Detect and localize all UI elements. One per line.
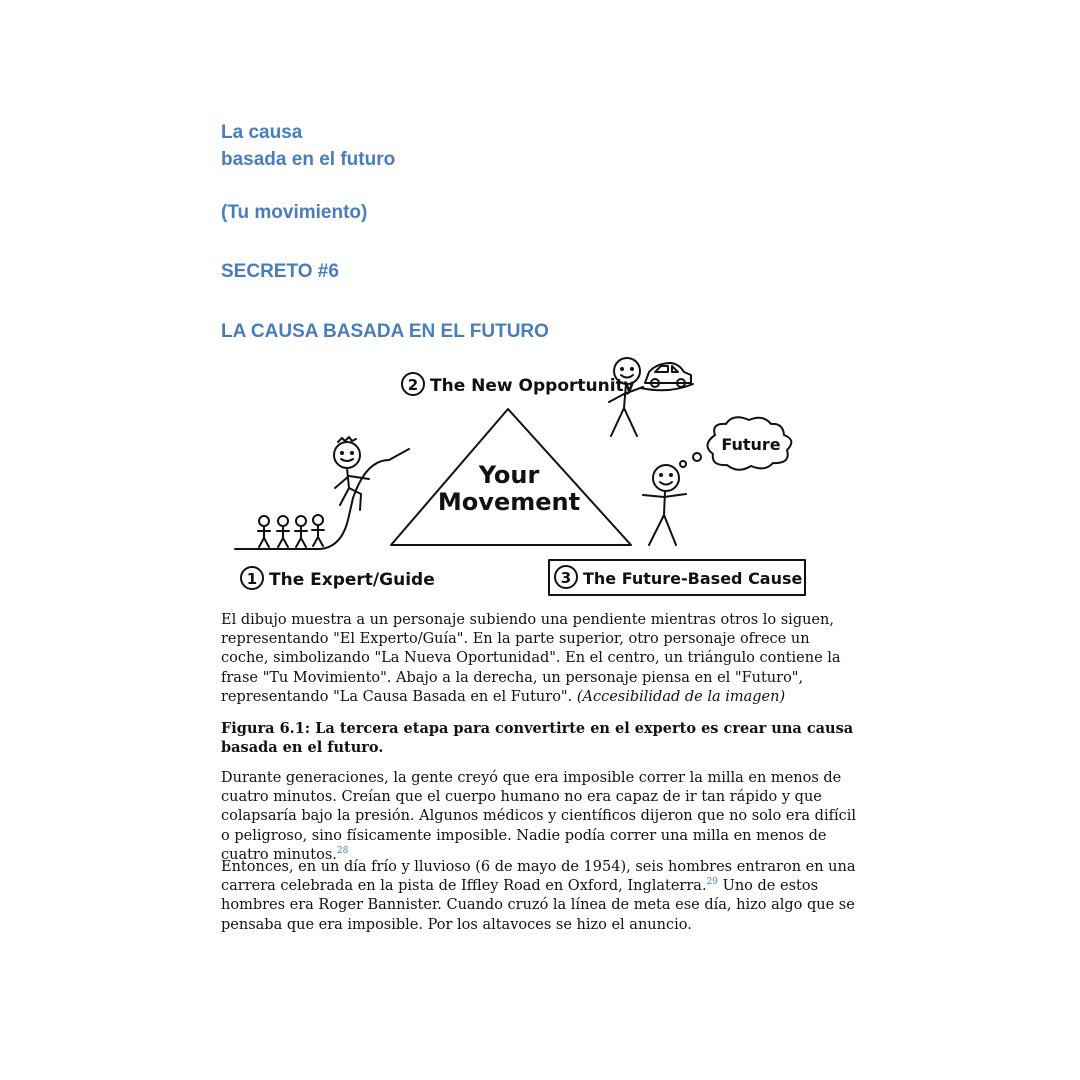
figure-description [221, 611, 861, 707]
chapter-subtitle: (Tu movimiento) [221, 202, 368, 223]
label-new-opportunity: The New Opportunity [430, 376, 635, 396]
paragraph-2-text-a: Entonces, en un día frío y lluvioso (6 de mayo de 1954), seis hombres entraron en una carrera celebrada en la pista de Iffley Road en Oxford, Inglaterra. [221, 859, 856, 895]
figure-6-1-illustration [221, 350, 841, 605]
triangle-text-movement: Movement [437, 488, 581, 516]
opportunity-figure [609, 358, 693, 436]
image-accessibility-link[interactable]: (Accesibilidad de la imagen) [576, 688, 786, 705]
chapter-title-line2: basada en el futuro [221, 149, 396, 170]
footnote-link-29[interactable]: 29 [706, 877, 719, 888]
label-future-based-cause: The Future-Based Cause [583, 569, 803, 588]
section-heading: LA CAUSA BASADA EN EL FUTURO [221, 321, 549, 342]
paragraph-1-text: Durante generaciones, la gente creyó que era imposible correr la milla en menos de cuatro minutos. Creían que el cuerpo humano no era capaz de ir tan rápido y que colapsaría bajo la presión. Algunos médicos y científicos dijeron que no solo era difícil o peligroso, sino físicamente imposible. Nadie podía correr una milla en menos de cuatro minutos. [221, 770, 856, 863]
number-2: 2 [407, 376, 419, 394]
label-expert-guide: The Expert/Guide [269, 570, 435, 590]
thought-text-future: Future [721, 435, 781, 454]
footnote-link-28[interactable]: 28 [336, 845, 349, 856]
body-paragraph-1 [221, 769, 861, 865]
chapter-title [221, 119, 395, 173]
slope-line [235, 449, 409, 549]
chapter-title-line1: La causa [221, 122, 303, 143]
figure-caption: Figura 6.1: La tercera etapa para convertirte en el experto es crear una causa basada en el futuro. [221, 720, 854, 757]
secret-heading: SECRETO #6 [221, 261, 339, 282]
number-3: 3 [560, 569, 572, 587]
triangle-text-your: Your [478, 461, 540, 489]
figure-description-text: El dibujo muestra a un personaje subiendo una pendiente mientras otros lo siguen, representando "El Experto/Guía". En la parte superior, otro personaje ofrece un coche, simbolizando "La Nueva Oportunidad". En el centro, un triángulo contiene la frase "Tu Movimiento". Abajo a la derecha, un personaje piensa en el "Futuro", representando "La Causa Basada en el Futuro". [221, 612, 841, 705]
follower-figures [258, 515, 324, 547]
expert-figure [334, 437, 369, 510]
paragraph-2-text-b: Uno de estos hombres era Roger Bannister. Cuando cruzó la línea de meta ese día, hizo algo que se pensaba que era imposible. Por los altavoces se hizo el anuncio. [221, 878, 855, 933]
body-paragraph-2 [221, 858, 861, 935]
number-1: 1 [246, 570, 258, 588]
movement-drawing [221, 350, 841, 605]
